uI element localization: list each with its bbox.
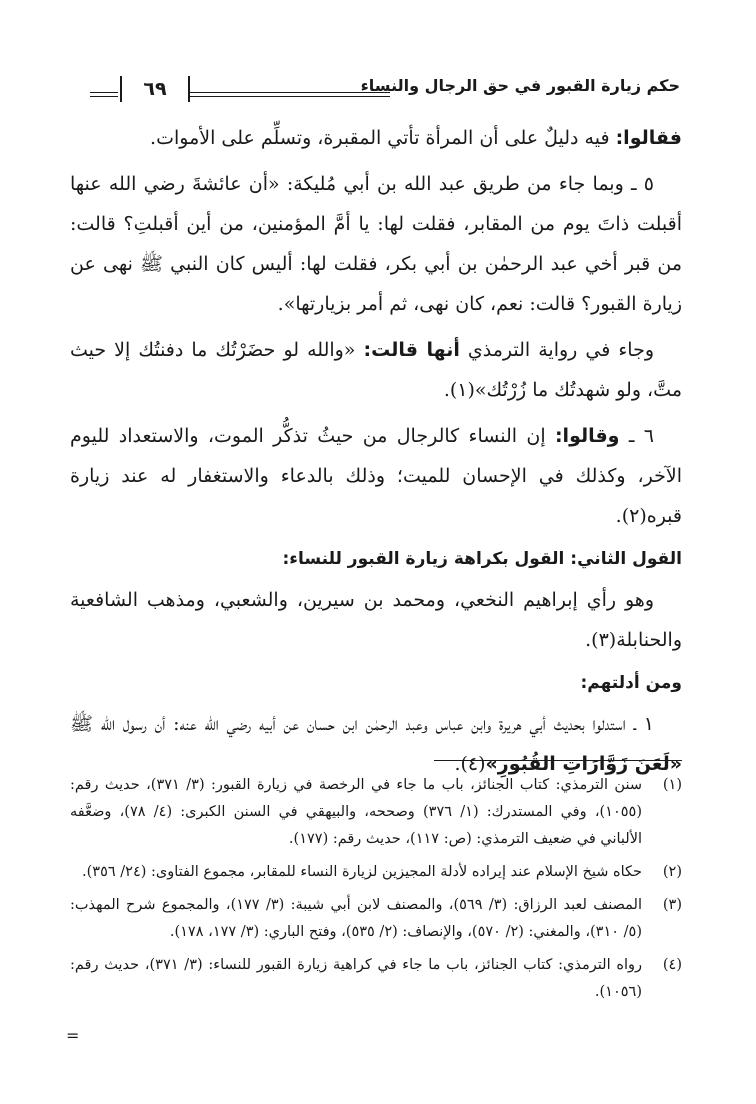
paragraph-3-text-b: «والله لو حضَرْتُك ما دفنتُك إلا حيث متَّ، ولو شهدتُك ما زُرْتُك»(١). — [70, 339, 682, 401]
paragraph-3 — [70, 330, 682, 410]
main-text — [70, 118, 682, 790]
paragraph-1-label: فقالوا: — [615, 127, 682, 149]
footnote-separator — [434, 760, 682, 761]
paragraph-3-label: أنها قالت: — [363, 339, 460, 361]
footnotes — [70, 772, 682, 1012]
running-title: حكم زيارة القبور في حق الرجال والنساء — [360, 76, 680, 95]
paragraph-4-text: إن النساء كالرجال من حيثُ تذكُّر الموت، والاستعداد لليوم الآخر، وكذلك في الإحسان للميت؛ وذلك بالدعاء والاستغفار له عند زيارة قبره(٢). — [70, 425, 682, 527]
paragraph-4-number: ٦ ـ — [619, 425, 654, 447]
section-heading: القول الثاني: القول بكراهة زيارة القبور للنساء: — [282, 549, 682, 569]
paragraph-1-text: فيه دليلٌ على أن المرأة تأتي المقبرة، وتسلِّم على الأموات. — [150, 127, 616, 149]
paragraph-5: وهو رأي إبراهيم النخعي، ومحمد بن سيرين، والشعبي، ومذهب الشافعية والحنابلة(٣). — [70, 589, 682, 651]
footnote-text: المصنف لعبد الرزاق: (٣/ ٥٦٩)، والمصنف لابن أبي شيبة: (٣/ ١٧٧)، والمجموع شرح المهذب: (٥/ ٣١٠)، والمغني: (٢/ ٥٧٠)، والإنصاف: (٢/ ٥٣٥)، وفتح الباري: (٣/ ١٧٧، ١٧٨). — [70, 897, 642, 940]
paragraph-4-label: وقالوا: — [554, 425, 620, 447]
footnote-number: (٤) — [662, 957, 682, 973]
paragraph-2: ٥ ـ وبما جاء من طريق عبد الله بن أبي مُليكة: «أن عائشةَ رضي الله عنها أقبلت ذاتَ يوم من المقابر، فقلت لها: يا أمَّ المؤمنين، من أين أقبلتِ؟ قالت: من قبر أخي عبد الرحمٰن بن أبي بكر، فقلت لها: أليس كان النبي ﷺ نهى عن زيارة القبور؟ قالت: نعم، كان نهى، ثم أمر بزيارتها». — [70, 173, 682, 315]
footnote-4 — [70, 952, 682, 1006]
footnote-text: حكاه شيخ الإسلام عند إيراده لأدلة المجيزين لزيارة النساء للمقابر، مجموع الفتاوى: (٢٤/ ٣٥٦). — [82, 864, 642, 880]
paragraph-4 — [70, 416, 682, 536]
paragraph-6-text-b: (٤). — [454, 753, 486, 775]
footnote-2 — [70, 859, 682, 886]
continuation-mark: = — [66, 1026, 80, 1045]
footnote-text: رواه الترمذي: كتاب الجنائز، باب ما جاء في كراهية زيارة القبور للنساء: (٣/ ٣٧١)، حديث رقم: (١٠٥٦). — [70, 957, 642, 1000]
header-rule — [190, 92, 390, 97]
footnote-number: (٣) — [662, 897, 682, 913]
paragraph-1 — [70, 118, 682, 158]
header-rule-left — [90, 92, 118, 97]
hadith-quote: «لَعَنَ زَوَّارَاتِ القُبُورِ» — [485, 753, 682, 775]
page-number: ٦٩ — [120, 76, 190, 102]
paragraph-3-text-a: وجاء في رواية الترمذي — [459, 339, 654, 361]
footnote-1 — [70, 772, 682, 853]
subheading-evidence: ومن أدلتهم: — [580, 673, 682, 693]
footnote-number: (١) — [662, 777, 682, 793]
footnote-3 — [70, 892, 682, 946]
page-header — [90, 74, 680, 106]
paragraph-6-text-a: ١ ـ استدلوا بحديث أبي هريرة وابن عباس وعبد الرحمٰن ابن حسان عن أبيه رضي الله عنه: أن رسول الله ﷺ — [70, 713, 654, 735]
footnote-number: (٢) — [662, 864, 682, 880]
footnote-text: سنن الترمذي: كتاب الجنائز، باب ما جاء في الرخصة في زيارة القبور: (٣/ ٣٧١)، حديث رقم: (١٠٥٥)، وفي المستدرك: (١/ ٣٧٦) وصححه، والبيهقي في السنن الكبرى: (٤/ ٧٨)، وضعَّفه الألباني في ضعيف الترمذي: (ص: ١١٧)، حديث رقم: (١٧٧). — [70, 777, 642, 847]
